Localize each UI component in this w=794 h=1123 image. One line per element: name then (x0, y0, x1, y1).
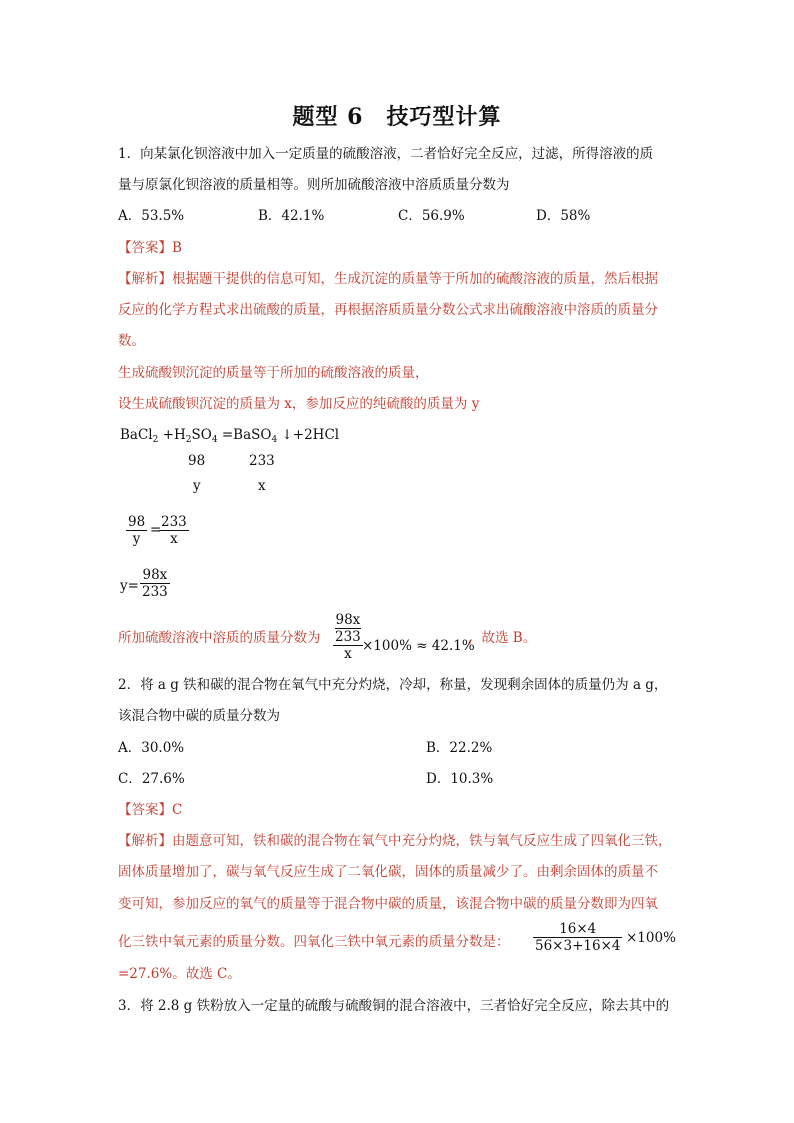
q2-option-a: A．30.0% (118, 740, 185, 756)
q2-option-d: D．10.3% (426, 771, 494, 787)
q2-analysis-line4: 化三铁中氧元素的质量分数。四氧化三铁中氧元素的质量分数是： (118, 934, 510, 950)
q2-analysis-line5: =27.6%。故选 C。 (118, 966, 241, 982)
q2-stem-line1: 2．将 a g 铁和碳的混合物在氧气中充分灼烧，冷却，称量，发现剩余固体的质量仍为 a g， (118, 677, 668, 693)
q1-option-d: D．58% (536, 208, 591, 224)
molar-mass-98: 98 (188, 453, 206, 469)
q1-analysis-line2: 反应的化学方程式求出硫酸的质量，再根据溶质质量分数公式求出硫酸溶液中溶质的质量分 (118, 302, 658, 318)
y-fraction-num: 98x (140, 567, 170, 584)
eq-sub4: 4 (271, 435, 278, 445)
molar-mass-233: 233 (249, 453, 275, 469)
q1-analysis-line4: 生成硫酸钡沉淀的质量等于所加的硫酸溶液的质量， (118, 365, 429, 381)
q1-analysis-line3: 数。 (118, 333, 145, 349)
y-fraction-den: 233 (142, 584, 168, 600)
final-suffix: ×100% ≈ 42.1% (362, 638, 475, 654)
q1-option-c: C．56.9% (398, 208, 465, 224)
q2-analysis-line2: 固体质量增加了，碳与氧气反应生成了二氧化碳，固体的质量减少了。由剩余固体的质量不 (118, 864, 658, 880)
q2-oxygen-fraction (533, 921, 622, 954)
final-inner-top: 98x (335, 612, 361, 628)
final-outer-den: x (344, 646, 352, 662)
q1-analysis-line5: 设生成硫酸钡沉淀的质量为 x，参加反应的纯硫酸的质量为 y (118, 396, 480, 412)
q2-stem-line2: 该混合物中碳的质量分数为 (118, 708, 280, 724)
eq-sub1: 2 (152, 435, 159, 445)
final-prefix: 所加硫酸溶液中溶质的质量分数为 (118, 630, 321, 646)
q2-analysis-label: 【解析】 (118, 833, 172, 849)
q2-option-b: B．22.2% (426, 740, 493, 756)
q1-stem-line2: 量与原氯化钡溶液的质量相等。则所加硫酸溶液中溶质质量分数为 (118, 177, 510, 193)
q1-chemical-equation (120, 427, 339, 448)
q2-fraction-den: 56×3+16×4 (535, 938, 621, 954)
unknown-x: x (258, 478, 266, 494)
y-expression-fraction (140, 567, 170, 600)
proportion-right-fraction (159, 514, 189, 547)
unknown-y: y (193, 478, 201, 494)
q2-analysis-line3: 变可知，参加反应的氧气的质量等于混合物中碳的质量，该混合物中碳的质量分数即为四氧 (118, 896, 658, 912)
q1-stem-line1: 1．向某氯化钡溶液中加入一定质量的硫酸溶液，二者恰好完全反应，过滤，所得溶液的质 (118, 146, 654, 162)
eq-part3: SO (191, 427, 212, 443)
q2-analysis-line1 (118, 833, 672, 849)
final-end: ，故选 B。 (468, 630, 537, 646)
eq-part5: ↓+2HCl (277, 427, 340, 443)
proportion-left-fraction (126, 514, 147, 547)
eq-part4: =BaSO (217, 427, 272, 443)
final-compound-fraction (333, 612, 363, 662)
eq-sub3: 4 (211, 435, 218, 445)
eq-part2: +H (158, 427, 186, 443)
proportion-equals: = (150, 522, 162, 538)
q1-option-b: B．42.1% (258, 208, 325, 224)
eq-sub2: 2 (185, 435, 192, 445)
final-inner-fraction (333, 612, 363, 646)
q2-analysis-text1: 由题意可知，铁和碳的混合物在氧气中充分灼烧，铁与氧气反应生成了四氧化三铁， (172, 833, 672, 849)
q2-option-c: C．27.6% (118, 771, 185, 787)
q2-fraction-num: 16×4 (533, 921, 622, 938)
q2-answer: 【答案】C (118, 802, 183, 818)
page-title: 题型 6 技巧型计算 (292, 104, 502, 130)
final-inner-bottom: 233 (335, 629, 361, 645)
proportion-left-num: 98 (128, 514, 146, 530)
proportion-right-num: 233 (161, 514, 187, 530)
q1-analysis-text1: 根据题干提供的信息可知，生成沉淀的质量等于所加的硫酸溶液的质量，然后根据 (172, 271, 658, 287)
q1-option-a: A．53.5% (118, 208, 185, 224)
proportion-left-den: y (132, 531, 141, 547)
proportion-right-den: x (170, 531, 178, 547)
eq-part1: BaCl (120, 427, 153, 443)
q1-analysis-line1 (118, 271, 658, 287)
q2-fraction-suffix: ×100% (626, 930, 676, 946)
q3-stem-line1: 3．将 2.8 g 铁粉放入一定量的硫酸与硫酸铜的混合溶液中，三者恰好完全反应，除去其中的 (118, 998, 670, 1014)
y-expression-prefix: y= (120, 578, 139, 594)
q1-analysis-label: 【解析】 (118, 271, 172, 287)
q1-answer: 【答案】B (118, 240, 182, 256)
